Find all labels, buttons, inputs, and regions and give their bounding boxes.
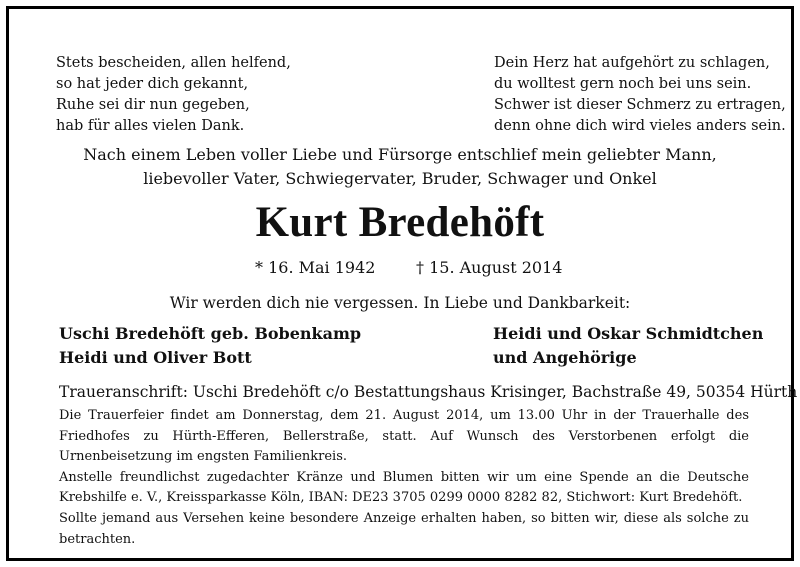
deceased-name: Kurt Bredehöft <box>255 199 545 246</box>
birth-date: * 16. Mai 1942 <box>255 258 376 277</box>
death-date: † 15. August 2014 <box>416 258 563 277</box>
poem-line: hab für alles vielen Dank. <box>56 118 245 134</box>
poem-line: denn ohne dich wird vieles anders sein. <box>494 118 786 134</box>
poem-line: Dein Herz hat aufgehört zu schlagen, <box>494 55 770 71</box>
poem-line: Ruhe sei dir nun gegeben, <box>56 97 250 113</box>
poem-line: so hat jeder dich gekannt, <box>56 76 249 92</box>
obituary-notice <box>6 6 798 561</box>
body-paragraph: Anstelle freundlichst zugedachter Kränze und Blumen bitten wir um eine Spende an die Deutsche Krebshilfe e. V., Kreissparkasse Köln, IBAN: DE23 3705 0299 0000 8282 82, Stichwort: Kurt Bredehöft. <box>59 469 749 506</box>
poem-line: Stets bescheiden, allen helfend, <box>56 55 291 71</box>
mourner-name: und Angehörige <box>493 348 637 367</box>
intro-line: liebevoller Vater, Schwiegervater, Bruder, Schwager und Onkel <box>143 169 657 188</box>
body-paragraph: Die Trauerfeier findet am Donnerstag, dem 21. August 2014, um 13.00 Uhr in der Trauerhalle des Friedhofes zu Hürth-Efferen, Bellerstraße, statt. Auf Wunsch des Verstorbenen erfolgt die Urnenbeisetzung im engsten Familienkreis. <box>59 408 749 465</box>
farewell-line: Wir werden dich nie vergessen. In Liebe und Dankbarkeit: <box>169 294 631 312</box>
intro-text <box>9 143 791 191</box>
poem-right <box>494 53 786 137</box>
mourner-name: Heidi und Oskar Schmidtchen <box>493 324 764 343</box>
family-right <box>493 322 763 370</box>
poem-left <box>56 53 291 137</box>
notice-body <box>59 406 749 550</box>
body-paragraph: Sollte jemand aus Versehen keine besondere Anzeige erhalten haben, so bitten wir, diese als solche zu betrachten. <box>59 510 749 547</box>
intro-line: Nach einem Leben voller Liebe und Fürsorge entschlief mein geliebter Mann, <box>83 145 717 164</box>
mourner-name: Heidi und Oliver Bott <box>59 348 252 367</box>
poem-line: du wolltest gern noch bei uns sein. <box>494 76 752 92</box>
mourning-address: Traueranschrift: Uschi Bredehöft c/o Bestattungshaus Krisinger, Bachstraße 49, 50354 Hürth <box>59 383 798 401</box>
poem-line: Schwer ist dieser Schmerz zu ertragen, <box>494 97 786 113</box>
family-left <box>59 322 361 370</box>
mourner-name: Uschi Bredehöft geb. Bobenkamp <box>59 324 362 343</box>
